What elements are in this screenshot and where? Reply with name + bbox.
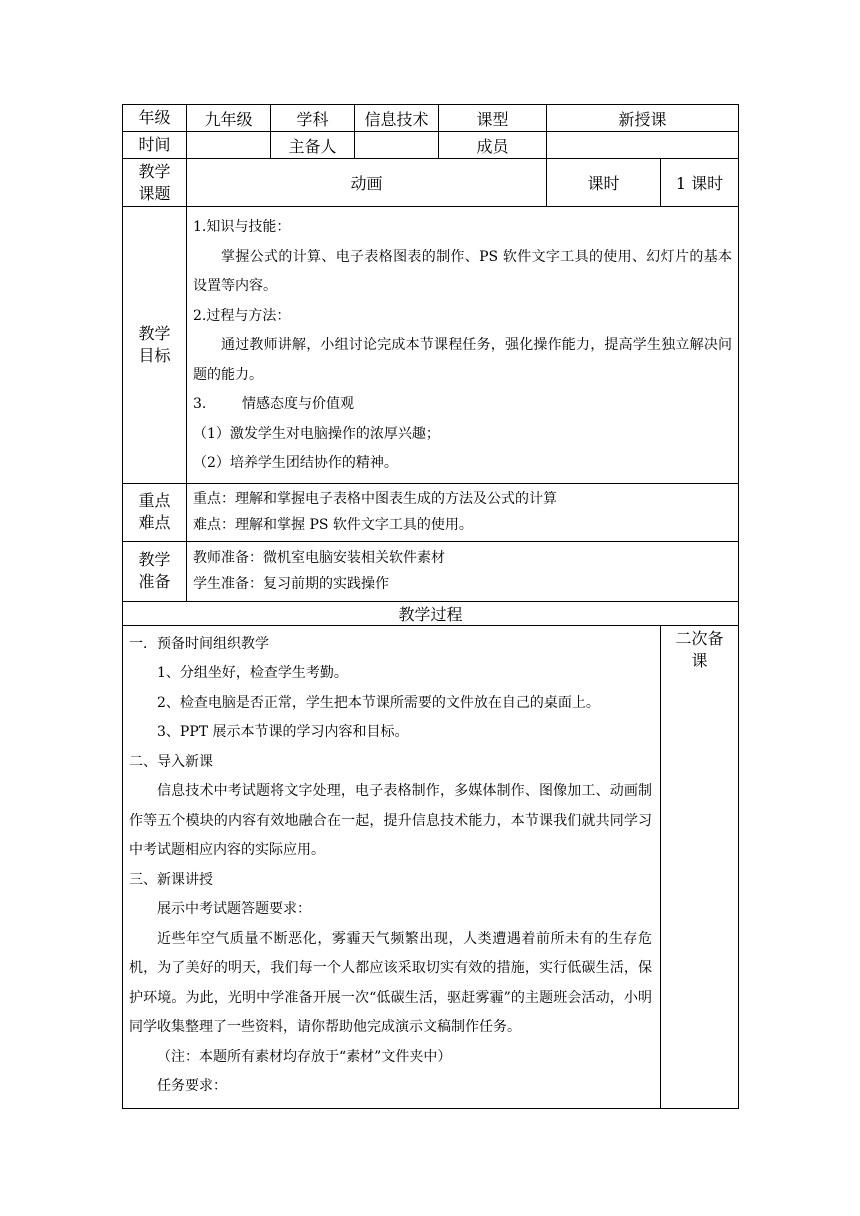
grade-value: 九年级 (187, 105, 271, 132)
topic-label-line1: 教学 (138, 161, 171, 181)
teacher-preparation: 教师准备：微机室电脑安装相关软件素材 (193, 550, 445, 566)
process-title: 教学过程 (123, 601, 739, 625)
objective-line: 2.过程与方法： (193, 307, 291, 324)
time-value (187, 132, 271, 159)
process-line: 3、PPT 展示本节课的学习内容和目标。 (157, 724, 409, 740)
difficult-point: 难点：理解和掌握 PS 软件文字工具的使用。 (193, 517, 473, 533)
objectives-label (123, 207, 187, 484)
topic-row (123, 159, 739, 207)
process-title-row (123, 601, 739, 625)
process-line: 二、导入新课 (129, 753, 213, 770)
keypoints-label-line2: 难点 (138, 513, 171, 532)
type-label: 课型 (439, 105, 547, 132)
process-line: （注：本题所有素材均存放于“素材”文件夹中） (157, 1048, 452, 1065)
lesson-plan-table (122, 104, 739, 1109)
grade-label: 年级 (123, 105, 187, 132)
preparation-label (123, 541, 187, 601)
process-line: 2、检查电脑是否正常，学生把本节课所需要的文件放在自己的桌面上。 (157, 694, 600, 711)
members-label: 成员 (439, 132, 547, 159)
process-row (123, 625, 739, 1108)
subject-value: 信息技术 (355, 105, 439, 132)
objective-line: 掌握公式的计算、电子表格图表的制作、PS 软件文字工具的使用、幻灯片的基本设置等内容。 (193, 248, 733, 294)
members-value (547, 132, 739, 159)
subject-label: 学科 (271, 105, 355, 132)
student-preparation: 学生准备：复习前期的实践操作 (193, 576, 389, 592)
preparer-label: 主备人 (271, 132, 355, 159)
process-line: 一．预备时间组织教学 (129, 635, 269, 652)
process-line: 任务要求： (157, 1078, 227, 1094)
hours-label: 课时 (547, 159, 661, 207)
keypoints-label-line1: 重点 (138, 491, 171, 510)
process-line: 1、分组坐好，检查学生考勤。 (157, 665, 348, 681)
time-label: 时间 (123, 132, 187, 159)
preparation-row (123, 541, 739, 601)
type-value: 新授课 (547, 105, 739, 132)
preparation-content (187, 541, 739, 601)
topic-label (123, 159, 187, 207)
header-row-1 (123, 105, 739, 132)
process-line: 展示中考试题答题要求： (157, 901, 311, 917)
objective-line: 1.知识与技能： (193, 219, 291, 235)
header-row-2 (123, 132, 739, 159)
objective-line: （1）激发学生对电脑操作的浓厚兴趣； (193, 425, 440, 442)
objectives-label-line1: 教学 (138, 323, 171, 343)
hours-value: 1 课时 (661, 159, 739, 207)
topic-value: 动画 (187, 159, 547, 207)
objectives-row (123, 207, 739, 484)
keypoints-row (123, 483, 739, 541)
objective-line: （2）培养学生团结协作的精神。 (193, 455, 398, 471)
preparation-label-line2: 准备 (138, 572, 171, 591)
topic-label-line2: 课题 (138, 183, 171, 203)
keypoints-label (123, 483, 187, 541)
process-line: 信息技术中考试题将文字处理，电子表格制作，多媒体制作、图像加工、动画制作等五个模块的内容有效地融合在一起，提升信息技术能力，本节课我们就共同学习中考试题相应内容的实际应用。 (129, 783, 652, 858)
objective-line: 通过教师讲解，小组讨论完成本节课程任务，强化操作能力，提高学生独立解决问题的能力。 (193, 337, 733, 383)
preparation-label-line1: 教学 (138, 550, 171, 569)
objectives-label-line2: 目标 (138, 345, 171, 365)
keypoints-content (187, 483, 739, 541)
process-line: 近些年空气质量不断恶化，雾霾天气频繁出现，人类遭遇着前所未有的生存危机，为了美好的明天，我们每一个人都应该采取切实有效的措施，实行低碳生活，保护环境。为此，光明中学准备开展一次“低碳生活，驱赶雾霾”的主题班会活动，小明同学收集整理了一些资料，请你帮助他完成演示文稿制作任务。 (129, 930, 652, 1035)
objective-line: 3. 情感态度与价值观 (193, 396, 354, 412)
second-preparation-column (661, 625, 739, 1108)
key-point: 重点：理解和掌握电子表格中图表生成的方法及公式的计算 (193, 491, 557, 507)
preparer-value (355, 132, 439, 159)
objectives-content (187, 207, 739, 484)
process-content (123, 625, 661, 1108)
second-preparation-label: 二次备课 (675, 628, 724, 670)
process-line: 三、新课讲授 (129, 871, 213, 888)
